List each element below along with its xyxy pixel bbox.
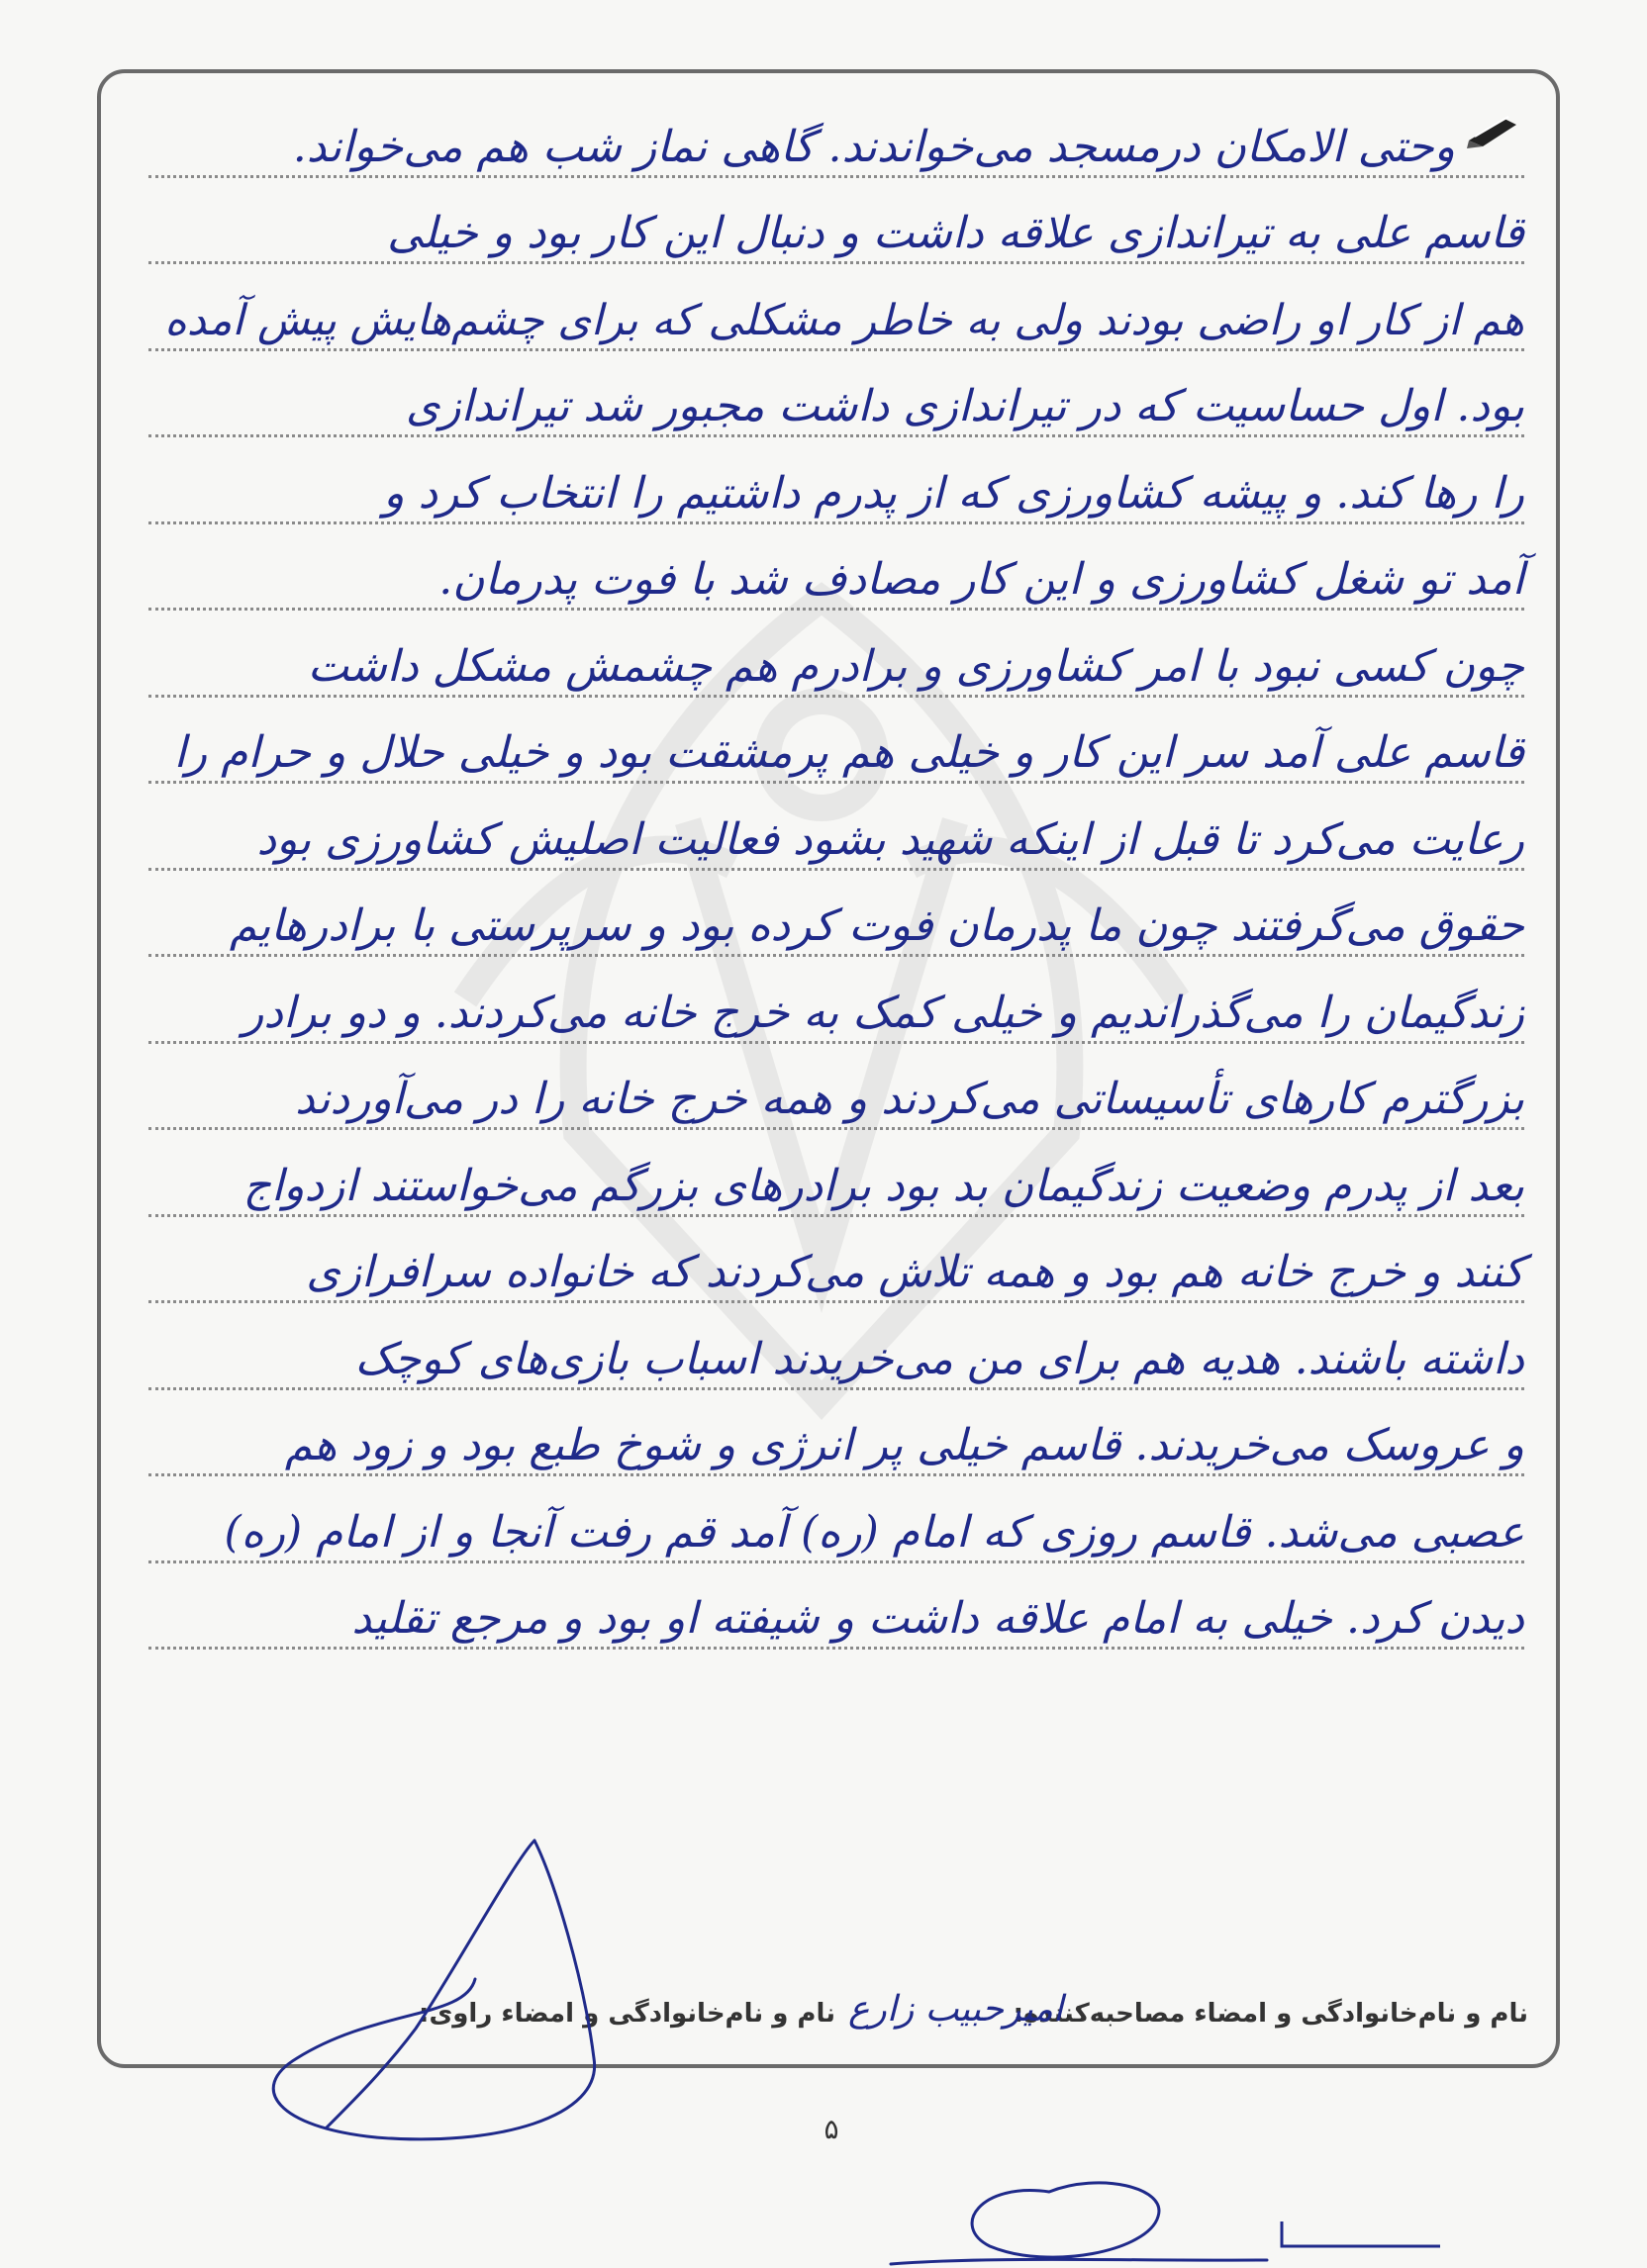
text-line: قاسم علی به تیراندازی علاقه داشت و دنبال این کار بود و خیلی: [148, 186, 1524, 273]
text-line: حقوق می‌گرفتند چون ما پدرمان فوت کرده بود و سرپرستی با برادرهایم: [148, 879, 1524, 966]
text-line: کنند و خرج خانه هم بود و همه تلاش می‌کردند که خانواده سرافرازی: [148, 1225, 1524, 1312]
corner-mark: [1277, 2217, 1445, 2256]
text-line: دیدن کرد. خیلی به امام علاقه داشت و شیفته او بود و مرجع تقلید: [148, 1571, 1524, 1658]
text-line: و عروسک می‌خریدند. قاسم خیلی پر انرژی و شوخ طبع بود و زود هم: [148, 1398, 1524, 1485]
signature-footer: [158, 1989, 1528, 2048]
text-line: را رها کند. و پیشه کشاورزی که از پدرم داشتیم را انتخاب کرد و: [148, 445, 1524, 532]
interviewer-label: نام و نام‌خانوادگی و امضاء مصاحبه‌کننده:: [1013, 1999, 1528, 2029]
handwritten-text-block: [148, 99, 1524, 1657]
page-number: ۵: [824, 2113, 839, 2145]
text-line: آمد تو شغل کشاورزی و این کار مصادف شد با فوت پدرمان.: [148, 532, 1524, 619]
text-line: چون کسی نبود با امر کشاورزی و برادرم هم چشمش مشکل داشت: [148, 618, 1524, 706]
text-line: هم از کار او راضی بودند ولی به خاطر مشکلی که برای چشم‌هایش پیش آمده: [148, 272, 1524, 359]
text-line: بزرگترم کارهای تأسیساتی می‌کردند و همه خرج خانه را در می‌آوردند: [148, 1052, 1524, 1139]
text-line: زندگیمان را می‌گذراندیم و خیلی کمک به خرج خانه می‌کردند. و دو برادر: [148, 965, 1524, 1052]
interviewer-name: امیرحبیب زارع: [847, 1989, 1063, 2030]
text-line: عصبی می‌شد. قاسم روزی که امام (ره) آمد قم رفت آنجا و از امام (ره): [148, 1484, 1524, 1571]
text-line: رعایت می‌کرد تا قبل از اینکه شهید بشود فعالیت اصلیش کشاورزی بود: [148, 792, 1524, 879]
narrator-label: نام و نام‌خانوادگی و امضاء راوی:: [419, 1999, 835, 2029]
text-line: بود. اول حساسیت که در تیراندازی داشت مجبور شد تیراندازی: [148, 359, 1524, 446]
text-line: بعد از پدرم وضعیت زندگیمان بد بود برادرهای بزرگم می‌خواستند ازدواج: [148, 1138, 1524, 1225]
text-line: قاسم علی آمد سر این کار و خیلی هم پرمشقت بود و خیلی حلال و حرام را: [148, 706, 1524, 793]
text-line: وحتی الامکان درمسجد می‌خواندند. گاهی نماز شب هم می‌خواند.: [148, 99, 1524, 186]
text-line: داشته باشند. هدیه هم برای من می‌خریدند اسباب بازی‌های کوچک: [148, 1311, 1524, 1398]
